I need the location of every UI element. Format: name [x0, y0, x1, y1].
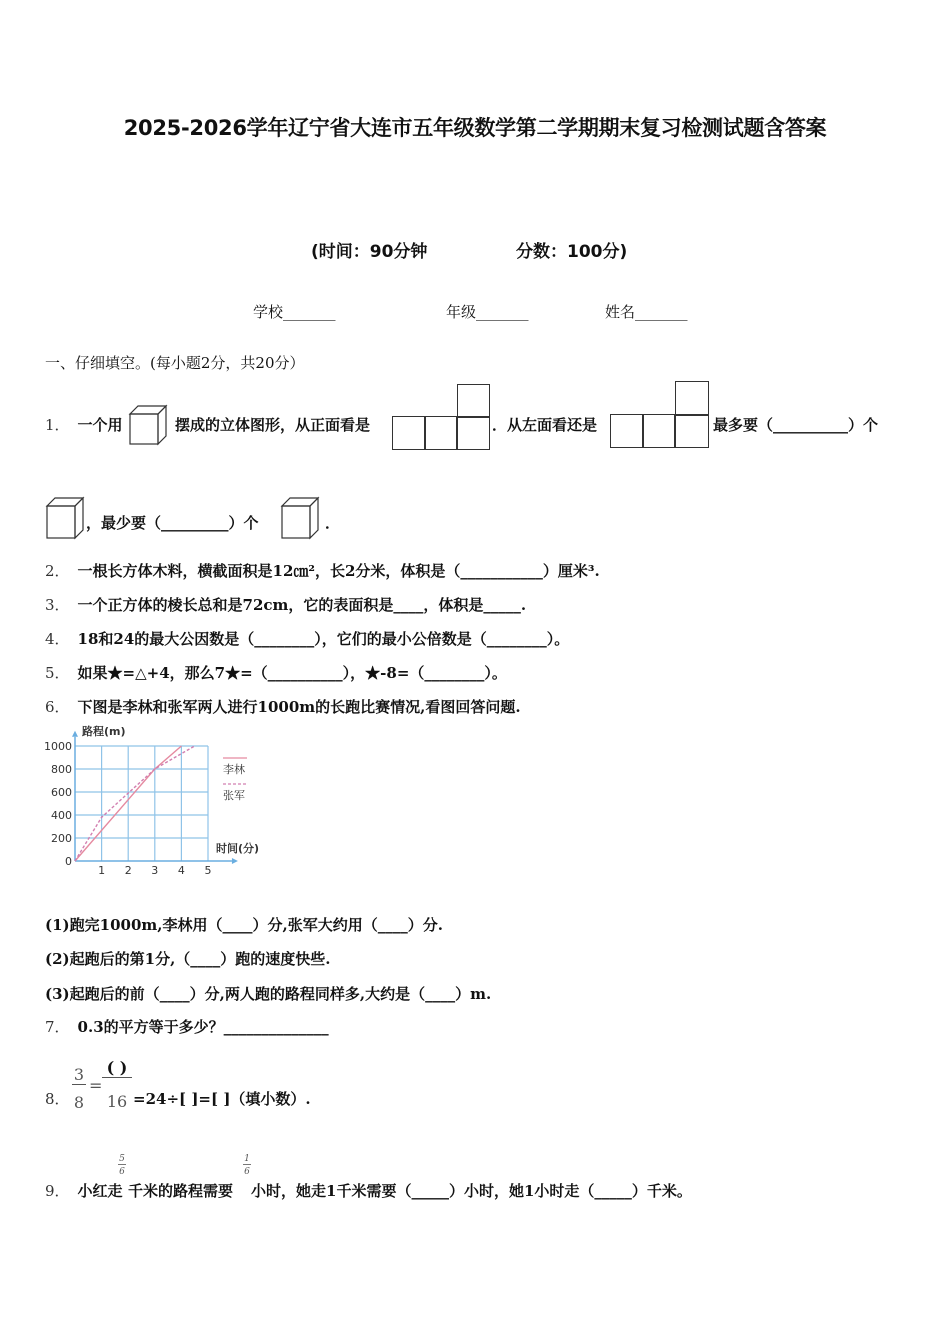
question-6: [45, 696, 521, 717]
series-line-张军: [75, 746, 195, 861]
blank-numerator: ( ): [102, 1058, 132, 1078]
left-view-figure: [610, 381, 710, 449]
question-number: 2．: [45, 562, 70, 580]
exam-score: 分数：100分): [516, 242, 628, 262]
question-7: [45, 1016, 329, 1037]
question-2: [45, 560, 600, 581]
x-tick-label: 2: [124, 864, 132, 877]
y-tick-label: 1000: [44, 740, 72, 753]
question-number: 6．: [45, 698, 70, 716]
q9-text-1: 小红走: [77, 1182, 123, 1200]
fraction-numerator: 1: [244, 1154, 250, 1164]
x-axis-label: 时间(分): [216, 842, 260, 855]
cube-icon: [45, 496, 85, 540]
x-tick-label: 4: [177, 864, 185, 877]
q1-text-1: 一个用: [77, 416, 123, 434]
y-tick-label: 0: [65, 855, 72, 868]
x-axis-arrow: [232, 858, 238, 864]
question-number: 8．: [45, 1090, 70, 1108]
question-text: 一个正方体的棱长总和是72cm，它的表面积是____，体积是_____.: [77, 596, 527, 614]
question-4: [45, 628, 569, 649]
chart-grid: [75, 746, 208, 861]
race-chart: [40, 722, 280, 882]
exam-time: (时间：90分钟: [311, 242, 428, 262]
chart-lines: [75, 746, 195, 861]
x-tick-label: 3: [151, 864, 159, 877]
question-text: 下图是李林和张军两人进行1000m的长跑比赛情况,看图回答问题.: [77, 698, 521, 716]
q6-sub-3: (3)起跑后的前（____）分,两人跑的路程同样多,大约是（____）m.: [45, 985, 492, 1003]
question-text: 如果★=△+4，那么7★=（__________），★-8=（________）。: [77, 664, 507, 682]
cube-icon: [280, 496, 320, 540]
q1-text-4: 最多要（__________）个: [713, 416, 879, 434]
fraction-denominator: 6: [119, 1167, 125, 1177]
question-text: 18和24的最大公因数是（________），它们的最小公倍数是（________）。: [77, 630, 570, 648]
question-text: 0.3的平方等于多少？______________: [77, 1018, 329, 1036]
question-3: [45, 594, 526, 615]
q9-text-3: 小时，她走1千米需要（_____）小时，她1小时走（_____）千米。: [251, 1182, 692, 1200]
question-number: 4．: [45, 630, 70, 648]
section-heading: 一、仔细填空。(每小题2分，共20分）: [45, 354, 305, 372]
question-number: 1．: [45, 416, 70, 434]
blank-denominator: 16: [106, 1092, 128, 1111]
y-tick-label: 600: [51, 786, 72, 799]
q1-text-6: ．: [325, 514, 341, 532]
legend-label: 李林: [223, 763, 245, 776]
front-view-figure: [392, 384, 492, 452]
school-field: 学校_______: [253, 303, 336, 321]
equals-sign: =: [89, 1076, 103, 1095]
y-tick-label: 400: [51, 809, 72, 822]
y-axis-label: 路程(m): [82, 725, 126, 738]
fraction-numerator: 3: [73, 1065, 85, 1084]
cube-icon: [128, 404, 168, 446]
q8-text: =24÷[ ]=[ ]（填小数）.: [133, 1090, 311, 1108]
q6-sub-2: (2)起跑后的第1分,（____）跑的速度快些.: [45, 950, 331, 968]
question-number: 5．: [45, 664, 70, 682]
question-number: 7．: [45, 1018, 70, 1036]
page-title: 2025-2026学年辽宁省大连市五年级数学第二学期期末复习检测试题含答案: [123, 116, 827, 140]
fraction-denominator: 6: [244, 1167, 250, 1177]
question-number: 9．: [45, 1182, 70, 1200]
q1-text-2: 摆成的立体图形，从正面看是: [175, 416, 371, 434]
x-tick-label: 5: [204, 864, 212, 877]
grade-field: 年级_______: [446, 303, 529, 321]
chart-legend: [223, 758, 247, 802]
q6-sub-1: (1)跑完1000m,李林用（____）分,张军大约用（____）分.: [45, 916, 443, 934]
y-axis-arrow: [72, 731, 78, 737]
q9-text-2: 千米的路程需要: [128, 1182, 234, 1200]
y-tick-label: 200: [51, 832, 72, 845]
name-field: 姓名_______: [605, 303, 688, 321]
q1-text-5: ，最少要（_________）个: [86, 514, 259, 532]
question-5: [45, 662, 507, 683]
fraction-numerator: 5: [119, 1154, 125, 1164]
y-tick-label: 800: [51, 763, 72, 776]
q1-text-3: ．从左面看还是: [492, 416, 598, 434]
question-number: 3．: [45, 596, 70, 614]
legend-label: 张军: [223, 789, 245, 802]
fraction-denominator: 8: [73, 1093, 85, 1112]
x-tick-label: 1: [98, 864, 106, 877]
question-text: 一根长方体木料，横截面积是12㎝²，长2分米，体积是（___________）厘米³.: [77, 562, 600, 580]
